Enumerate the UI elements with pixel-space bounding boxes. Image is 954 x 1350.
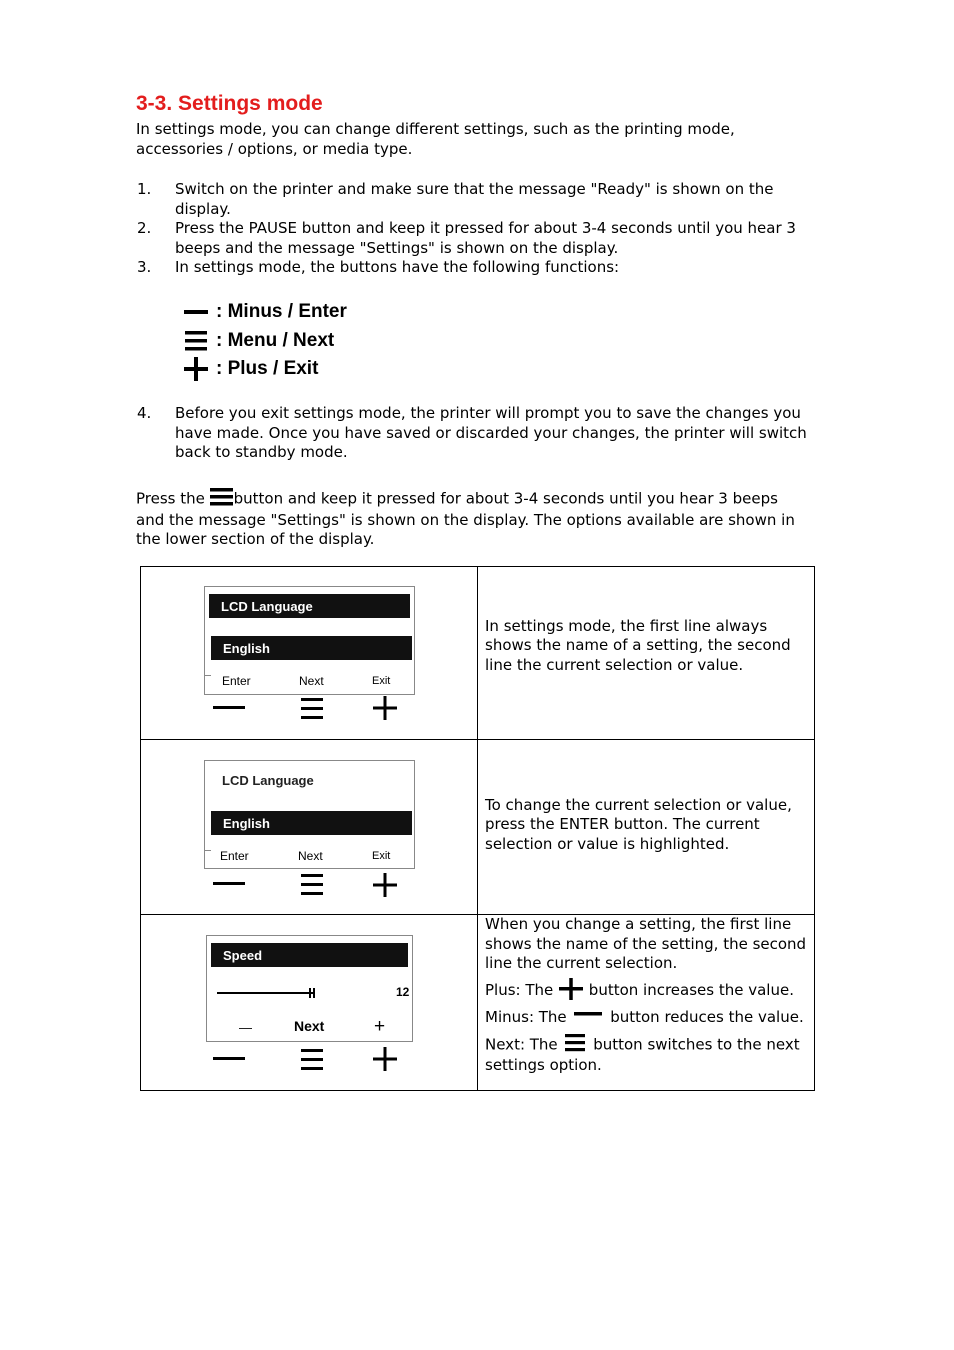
- description-cell: [478, 567, 815, 740]
- step-text: Switch on the printer and make sure that the message "Ready" is shown on the display.: [175, 180, 774, 218]
- plus-icon: [373, 1047, 397, 1071]
- plus-icon: [182, 357, 210, 381]
- description-text: When you change a setting, the first line shows the name of the setting, the second line the current selection.: [485, 915, 807, 972]
- speed-slider: [217, 986, 317, 1000]
- description-text: To change the current selection or value, press the ENTER button. The current selection or value is highlighted.: [485, 795, 792, 853]
- lcd-line-1: LCD Language: [222, 773, 314, 788]
- description-cell: [478, 740, 815, 915]
- minus-icon: [571, 1006, 605, 1029]
- table-row: [141, 740, 815, 915]
- legend-label: : Minus / Enter: [216, 301, 347, 322]
- lcd-line-1: Speed: [211, 943, 408, 967]
- lcd-line-2: English: [211, 636, 412, 660]
- softkey-plus: +: [374, 1016, 386, 1037]
- minus-description: [485, 1006, 808, 1029]
- minus-icon: [212, 871, 246, 897]
- step-number: 1.: [137, 180, 152, 198]
- softkey-enter: Enter: [220, 849, 249, 863]
- menu-icon: [210, 487, 234, 511]
- minus-icon: [212, 1046, 246, 1072]
- display-illustration: [141, 740, 478, 915]
- menu-icon: [300, 695, 324, 721]
- legend-plus: [182, 357, 318, 381]
- lcd-line-1: LCD Language: [209, 594, 410, 618]
- softkey-exit: Exit: [372, 850, 391, 862]
- plus-description: [485, 978, 808, 1003]
- legend-menu: [182, 329, 334, 353]
- next-text-b: button switches to the next settings option.: [485, 1034, 800, 1074]
- lcd-display: [206, 935, 413, 1042]
- menu-icon: [300, 871, 324, 897]
- softkey-minus: —: [239, 1020, 252, 1035]
- plus-text-a: Plus: The: [485, 980, 559, 999]
- plus-icon: [373, 696, 397, 720]
- step-text: Before you exit settings mode, the printer will prompt you to save the changes you have made. Once you have saved or discarded your changes, the printer will switch back to standby mode.: [175, 404, 807, 461]
- minus-icon: [212, 695, 246, 721]
- legend-minus: [182, 300, 347, 324]
- description-cell: [478, 915, 815, 1091]
- lcd-display: [204, 586, 415, 695]
- step-number: 2.: [137, 219, 152, 237]
- intro-paragraph: In settings mode, you can change different settings, such as the printing mode, accessories / options, or media type.: [136, 120, 735, 158]
- lcd-display: [204, 760, 415, 869]
- press-text-after: button and keep it pressed for about 3-4 seconds until you hear 3 beeps and the message "Settings" is shown on the display. The options available are shown in the lower section of the display.: [136, 489, 795, 548]
- step-text: Press the PAUSE button and keep it pressed for about 3-4 seconds until you hear 3 beeps and the message "Settings" is shown on the display.: [175, 219, 796, 257]
- menu-icon: [562, 1033, 588, 1057]
- legend-label: : Plus / Exit: [216, 358, 319, 379]
- plus-text-b: button increases the value.: [584, 980, 794, 999]
- minus-text-a: Minus: The: [485, 1007, 572, 1026]
- softkey-exit: Exit: [372, 675, 391, 687]
- next-description: [485, 1033, 808, 1076]
- description-text: In settings mode, the first line always shows the name of a setting, the second line the current selection or value.: [485, 616, 791, 674]
- press-paragraph: [136, 487, 808, 550]
- settings-table: [140, 566, 815, 1091]
- plus-icon: [373, 873, 397, 897]
- speed-value: 12: [396, 985, 410, 999]
- plus-icon: [558, 978, 584, 1003]
- menu-icon: [300, 1046, 324, 1072]
- softkey-next: Next: [299, 674, 324, 688]
- press-text-before: Press the: [136, 489, 210, 508]
- table-row: [141, 567, 815, 740]
- minus-icon: [182, 300, 210, 324]
- lcd-line-2: English: [211, 811, 412, 835]
- softkey-enter: Enter: [222, 674, 251, 688]
- step-text: In settings mode, the buttons have the following functions:: [175, 258, 620, 276]
- softkey-next: Next: [298, 849, 323, 863]
- menu-icon: [182, 329, 210, 353]
- page-title: 3-3. Settings mode: [136, 92, 323, 115]
- next-text-a: Next: The: [485, 1034, 563, 1053]
- softkey-next: Next: [294, 1018, 325, 1034]
- display-illustration: [141, 915, 478, 1091]
- display-illustration: [141, 567, 478, 740]
- step-number: 3.: [137, 258, 152, 276]
- minus-text-b: button reduces the value.: [605, 1007, 804, 1026]
- legend-label: : Menu / Next: [216, 330, 335, 351]
- step-number: 4.: [137, 404, 152, 422]
- table-row: [141, 915, 815, 1091]
